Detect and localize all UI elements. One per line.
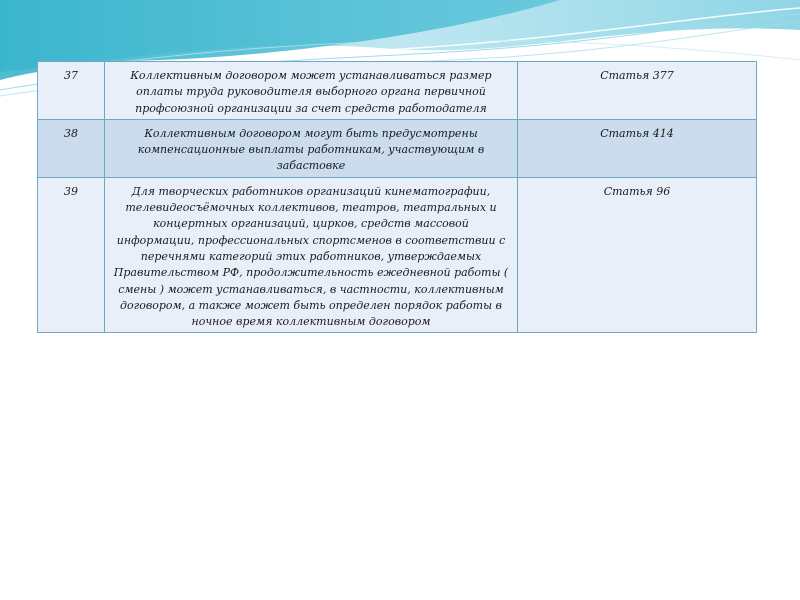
- row-article: Статья 96: [518, 177, 757, 333]
- articles-table: [37, 61, 757, 333]
- row-description: Коллективным договором могут быть предусмотрены компенсационные выплаты работникам, участвующим в забастовке: [105, 119, 518, 177]
- row-number: 37: [38, 62, 105, 120]
- row-number: 38: [38, 119, 105, 177]
- row-description: Коллективным договором может устанавливаться размер оплаты труда руководителя выборного органа первичной профсоюзной организации за счет средств работодателя: [105, 62, 518, 120]
- table-row: [38, 62, 757, 120]
- row-article: Статья 377: [518, 62, 757, 120]
- row-article: Статья 414: [518, 119, 757, 177]
- table-row: [38, 177, 757, 333]
- table-row: [38, 119, 757, 177]
- row-number: 39: [38, 177, 105, 333]
- row-description: Для творческих работников организаций кинематографии, телевидеосъёмочных коллективов, театров, театральных и концертных организаций, цирков, средств массовой информации, профессиональных спортсменов в соответствии с перечнями категорий этих работников, утверждаемых Правительством РФ, продолжительность ежедневной работы ( смены ) может устанавливаться, в частности, коллективным договором, а также может быть определен порядок работы в ночное время коллективным договором: [105, 177, 518, 333]
